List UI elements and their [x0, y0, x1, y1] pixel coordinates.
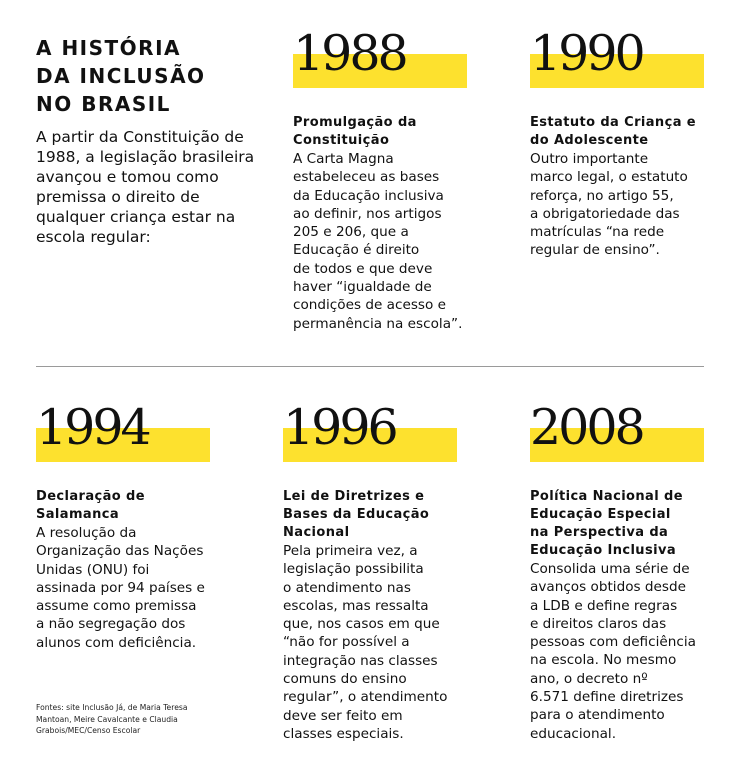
year-block	[530, 399, 730, 472]
year-label: 1996	[283, 399, 396, 456]
entry-title-line: Educação Especial	[530, 507, 671, 522]
entry-text-line: alunos com deficiência.	[36, 634, 197, 651]
entry-title-line: Bases da Educação	[283, 507, 430, 522]
entry-text-line: marco legal, o estatuto	[530, 169, 688, 186]
sources-note	[36, 702, 226, 737]
entry-title	[530, 488, 730, 560]
entry-text-line: integração nas classes	[283, 652, 438, 669]
entry-text-line: regular”, o atendimento	[283, 689, 448, 706]
timeline-entry-2008	[530, 399, 730, 743]
entry-text-line: a LDB e define regras	[530, 597, 678, 614]
entry-text-line: permanência na escola”.	[293, 315, 463, 332]
sources-line: Mantoan, Meire Cavalcante e Claudia	[36, 714, 178, 724]
entry-text-line: Outro importante	[530, 151, 649, 167]
timeline-entry-1990	[530, 25, 730, 260]
page-title	[36, 34, 256, 118]
year-block	[36, 399, 236, 472]
entry-text-line: escolas, mas ressalta	[283, 597, 429, 614]
section-divider	[36, 366, 704, 367]
entry-title-line: Salamanca	[36, 507, 120, 522]
year-label: 2008	[530, 399, 643, 456]
entry-text	[36, 524, 236, 652]
year-block	[283, 399, 483, 472]
entry-title-line: na Perspectiva da	[530, 525, 669, 540]
entry-text-line: Consolida uma série de	[530, 561, 690, 577]
entry-title	[283, 488, 483, 542]
entry-text	[293, 150, 493, 333]
entry-title-line: do Adolescente	[530, 133, 649, 148]
entry-text-line: pessoas com deficiência	[530, 634, 696, 651]
entry-text-line: condições de acesso e	[293, 297, 447, 314]
entry-text-line: estabeleceu as bases	[293, 169, 440, 186]
entry-text-line: da Educação inclusiva	[293, 187, 444, 204]
entry-text-line: e direitos claros das	[530, 615, 667, 632]
entry-title	[530, 114, 730, 150]
entry-text-line: Unidas (ONU) foi	[36, 561, 150, 578]
intro-text: A partir da Constituição de 1988, a legislação brasileira avançou e tomou como premissa o direito de qualquer criança estar na escola regular:	[36, 128, 255, 246]
sources-line: Fontes: site Inclusão Já, de Maria Teresa	[36, 703, 188, 712]
entry-text-line: A resolução da	[36, 525, 137, 541]
title-line: A HISTÓRIA	[36, 36, 181, 60]
year-block	[530, 25, 730, 98]
entry-text-line: ao definir, nos artigos	[293, 205, 442, 222]
entry-title-line: Nacional	[283, 525, 350, 540]
entry-text	[530, 560, 730, 743]
entry-title-line: Promulgação da	[293, 115, 417, 130]
entry-text-line: 205 e 206, que a	[293, 224, 409, 241]
entry-text-line: matrículas “na rede	[530, 224, 665, 241]
timeline-entry-1988	[293, 25, 493, 333]
year-block	[293, 25, 493, 98]
entry-text-line: Organização das Nações	[36, 543, 204, 560]
entry-title-line: Estatuto da Criança e	[530, 115, 697, 130]
entry-text-line: deve ser feito em	[283, 707, 403, 724]
entry-text-line: de todos e que deve	[293, 260, 433, 277]
entry-text-line: a obrigatoriedade das	[530, 205, 680, 222]
year-label: 1988	[293, 25, 406, 82]
entry-text-line: educacional.	[530, 725, 617, 742]
entry-text-line: legislação possibilita	[283, 561, 424, 578]
entry-text-line: classes especiais.	[283, 725, 404, 742]
year-label: 1990	[530, 25, 643, 82]
entry-text-line: Pela primeira vez, a	[283, 543, 418, 559]
entry-text-line: reforça, no artigo 55,	[530, 187, 674, 204]
timeline-entry-1996	[283, 399, 483, 743]
entry-text-line: “não for possível a	[283, 634, 410, 651]
entry-text-line: Educação é direito	[293, 242, 420, 259]
year-label: 1994	[36, 399, 149, 456]
timeline-entry-1994	[36, 399, 236, 652]
entry-title-line: Constituição	[293, 133, 390, 148]
entry-text-line: ano, o decreto nº	[530, 670, 648, 687]
entry-text-line: a não segregação dos	[36, 616, 186, 633]
title-line: NO BRASIL	[36, 92, 171, 116]
entry-title	[293, 114, 493, 150]
entry-text-line: o atendimento nas	[283, 579, 411, 596]
entry-text-line: para o atendimento	[530, 707, 665, 724]
entry-title-line: Educação Inclusiva	[530, 543, 677, 558]
entry-text-line: assume como premissa	[36, 598, 197, 615]
entry-text-line: comuns do ensino	[283, 671, 407, 688]
sources-line: Grabois/MEC/Censo Escolar	[36, 726, 141, 735]
entry-text-line: na escola. No mesmo	[530, 652, 677, 669]
entry-text-line: 6.571 define diretrizes	[530, 689, 684, 706]
entry-text-line: A Carta Magna	[293, 151, 394, 167]
entry-title-line: Política Nacional de	[530, 489, 683, 504]
entry-title-line: Lei de Diretrizes e	[283, 489, 425, 504]
entry-text-line: regular de ensino”.	[530, 242, 660, 259]
entry-text-line: avanços obtidos desde	[530, 579, 686, 596]
entry-title-line: Declaração de	[36, 489, 145, 504]
entry-text	[530, 150, 730, 260]
entry-title	[36, 488, 236, 524]
entry-text-line: assinada por 94 países e	[36, 579, 205, 596]
title-line: DA INCLUSÃO	[36, 64, 206, 88]
entry-text-line: haver “igualdade de	[293, 279, 432, 296]
entry-text	[283, 542, 483, 743]
entry-text-line: que, nos casos em que	[283, 616, 440, 633]
